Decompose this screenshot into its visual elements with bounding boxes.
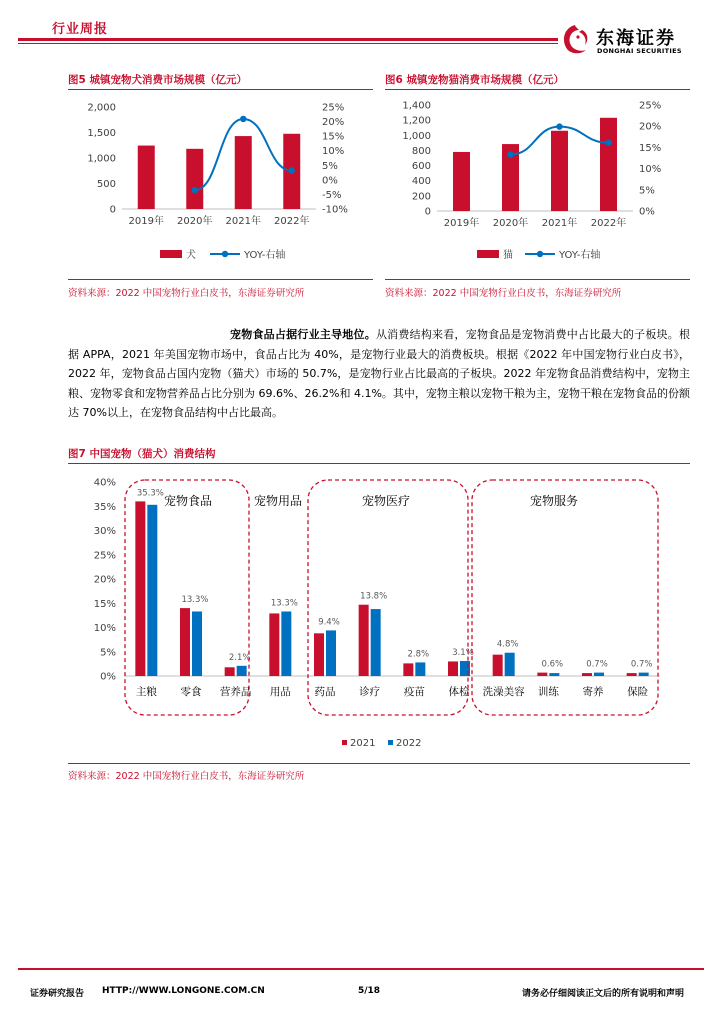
figure7-y-tick-label: 25% <box>93 550 116 562</box>
figure6-legend-bar: 猫 <box>503 250 513 261</box>
f5-right-tick-label: 10% <box>322 146 345 158</box>
figure7-source: 资料来源：2022 中国宠物行业白皮书，东海证券研究所 <box>68 771 305 782</box>
f5-bar <box>138 146 155 209</box>
figure7-bar-2022 <box>415 662 425 676</box>
figure7-y-tick-label: 10% <box>93 623 116 634</box>
figure7-bar-2021 <box>582 673 592 676</box>
figure6-title: 图6 城镇宠物猫消费市场规模（亿元） <box>385 74 564 86</box>
f6-bar <box>453 152 470 211</box>
figure7-bar-2022 <box>594 673 604 676</box>
figure5-legend-bar: 犬 <box>186 250 196 261</box>
f6-left-tick-label: 800 <box>411 145 431 157</box>
figure7-bar-2021 <box>493 655 503 676</box>
figure7-y-tick-label: 5% <box>100 647 116 659</box>
footer-url[interactable]: HTTP://WWW.LONGONE.COM.CN <box>102 986 265 996</box>
figure7-legend-2022-swatch <box>388 740 393 745</box>
f6-right-tick-label: 15% <box>639 142 662 154</box>
f6-left-tick-label: 200 <box>411 191 431 203</box>
f6-left-tick-label: 1,000 <box>402 130 431 142</box>
f5-x-label: 2022年 <box>274 216 310 227</box>
figure5-top-rule <box>68 89 373 90</box>
body-lead: 宠物食品占据行业主导地位。 <box>230 328 376 341</box>
f6-bar <box>551 131 568 211</box>
figure7-bar-2021 <box>448 661 458 676</box>
figure7-x-label: 用品 <box>269 686 291 698</box>
figure7-bar-2021 <box>314 633 324 676</box>
figure7-data-label: 4.8% <box>496 639 519 650</box>
f5-left-tick-label: 2,000 <box>87 102 116 114</box>
figure5-left-axis-ticks <box>87 103 116 216</box>
f5-x-label: 2019年 <box>128 216 164 227</box>
f5-yoy-point <box>289 167 295 173</box>
figure7-x-label: 主粮 <box>135 686 157 698</box>
figure7-y-axis-ticks <box>94 478 116 683</box>
figure5-legend-bar-swatch <box>160 250 182 258</box>
f5-yoy-point <box>240 116 246 122</box>
figure7-legend-2021: 2021 <box>350 738 376 749</box>
figure7-x-label: 训练 <box>537 686 559 698</box>
f6-yoy-point <box>507 151 513 157</box>
f6-left-tick-label: 400 <box>411 176 431 188</box>
figure7-data-label: 13.3% <box>181 595 209 606</box>
figure7-bar-2022 <box>147 505 157 676</box>
f5-left-tick-label: 1,500 <box>87 128 116 139</box>
figure7-x-label: 体检 <box>448 686 470 698</box>
figure7-y-tick-label: 0% <box>100 671 116 683</box>
figure7-bar-2022 <box>237 666 247 676</box>
f6-x-label: 2019年 <box>443 218 480 229</box>
f5-right-tick-label: -10% <box>322 204 348 216</box>
figure7-data-label: 13.8% <box>360 591 388 602</box>
figure7-data-label: 9.4% <box>318 617 340 628</box>
f5-bar <box>235 136 252 209</box>
figure7-top-rule <box>68 463 690 464</box>
figure7-data-label: 0.7% <box>586 659 608 670</box>
f6-right-tick-label: 5% <box>639 185 655 197</box>
f6-right-tick-label: 20% <box>639 121 662 133</box>
figure7-bar-2022 <box>281 611 291 676</box>
figure7-bar-2021 <box>135 501 145 676</box>
group-label-service: 宠物服务 <box>530 494 579 508</box>
figure5-chart <box>68 92 373 272</box>
f6-right-tick-label: 0% <box>639 206 655 218</box>
figure5-legend-line: YOY-右轴 <box>244 250 286 261</box>
f5-x-label: 2021年 <box>225 216 261 227</box>
figure7-data-label: 35.3% <box>136 488 164 499</box>
figure7-y-tick-label: 40% <box>93 477 116 489</box>
f5-right-tick-label: 20% <box>322 117 345 129</box>
group-box-service <box>472 480 658 715</box>
figure6-chart <box>385 92 690 272</box>
group-label-medical: 宠物医疗 <box>362 494 411 508</box>
figure7-bar-2021 <box>225 667 235 676</box>
f6-left-tick-label: 1,400 <box>402 100 431 112</box>
header-rule-thin <box>18 43 558 44</box>
f5-left-tick-label: 0 <box>109 204 116 216</box>
f6-yoy-point <box>556 123 562 129</box>
figure7-legend-2022: 2022 <box>396 738 422 749</box>
f5-x-label: 2020年 <box>177 216 213 227</box>
footer-disclaimer: 请务必仔细阅读正文后的所有说明和声明 <box>522 989 685 999</box>
figure7-y-tick-label: 35% <box>93 501 116 513</box>
header-rule <box>18 38 558 41</box>
figure7-data-label: 13.3% <box>270 598 298 609</box>
figure7-bar-2021 <box>180 608 190 676</box>
figure7-chart <box>68 468 690 758</box>
figure7-x-label: 营养品 <box>219 686 252 698</box>
figure7-x-label: 药品 <box>314 686 336 698</box>
f6-bar <box>600 118 617 211</box>
figure5-bottom-rule <box>68 279 373 280</box>
figure6-top-rule <box>385 89 690 90</box>
figure5-source: 资料来源：2022 中国宠物行业白皮书，东海证券研究所 <box>68 288 305 299</box>
figure6-legend-bar-swatch <box>477 250 499 258</box>
footer-rule <box>18 968 704 970</box>
f5-yoy-point <box>192 187 198 193</box>
figure7-bar-2021 <box>269 613 279 676</box>
figure7-x-label: 洗澡美容 <box>482 686 525 698</box>
f5-right-tick-label: -5% <box>322 189 342 201</box>
figure7-x-label: 寄养 <box>582 686 604 698</box>
f5-right-tick-label: 25% <box>322 102 345 114</box>
figure7-bar-2022 <box>192 611 202 676</box>
f5-right-tick-label: 5% <box>322 160 338 172</box>
dragon-logo-icon <box>556 22 594 58</box>
figure6-left-axis-ticks <box>402 101 431 218</box>
figure7-bar-2021 <box>403 663 413 676</box>
figure6-bottom-rule <box>385 279 690 280</box>
f6-left-tick-label: 600 <box>411 161 431 173</box>
footer-report-type: 证券研究报告 <box>30 989 85 999</box>
figure7-data-label: 3.1% <box>452 647 474 658</box>
group-label-supplies: 宠物用品 <box>254 494 303 508</box>
figure7-title: 图7 中国宠物（猫犬）消费结构 <box>68 448 216 460</box>
figure7-data-label: 0.6% <box>541 659 564 670</box>
body-text: 从消费结构来看，宠物食品是宠物消费中占比最大的子板块。根据 APPA，2021 年美国宠物市场中，食品占比为 40%，是宠物行业最大的消费板块。根据《2022 年中国宠物行业白皮书》，2022 年，宠物食品占国内宠物（猫犬）市场的 50.7%，是宠物行业占比最高的子板块。2022 年宠物食品消费结构中，宠物主粮、宠物零食和宠物营养品占比分别为 69.6%、26.2%和 4.1%。其中，宠物主粮以宠物干粮为主，宠物干粮在宠物食品的份额达 70%以上，在宠物食品结构中占比最高。 <box>68 328 691 419</box>
f5-left-tick-label: 500 <box>96 179 116 190</box>
figure5-title: 图5 城镇宠物犬消费市场规模（亿元） <box>68 74 247 86</box>
figure7-data-label: 2.1% <box>228 652 251 663</box>
f5-right-tick-label: 15% <box>322 131 345 143</box>
f6-right-tick-label: 10% <box>639 164 662 176</box>
figure7-bar-2022 <box>639 673 649 676</box>
footer-page-number: 5/18 <box>358 986 381 996</box>
figure7-y-tick-label: 20% <box>93 574 116 586</box>
figure6-right-axis-ticks <box>639 101 661 218</box>
figure7-x-label: 保险 <box>627 686 649 698</box>
figure7-y-tick-label: 30% <box>93 526 116 537</box>
figure6-legend-line: YOY-右轴 <box>559 250 601 261</box>
figure7-bottom-rule <box>68 763 690 764</box>
f5-left-tick-label: 1,000 <box>87 153 116 165</box>
brand-name-en: DONGHAI SECURITIES <box>597 47 682 55</box>
figure7-legend-2021-swatch <box>342 740 347 745</box>
f5-right-tick-label: 0% <box>322 175 338 187</box>
figure7-bar-2022 <box>371 609 381 676</box>
figure6-source: 资料来源：2022 中国宠物行业白皮书，东海证券研究所 <box>385 288 622 299</box>
f5-bar <box>186 149 203 209</box>
group-box-medical <box>308 480 468 715</box>
body-paragraph <box>68 325 690 423</box>
figure7-bar-2022 <box>549 673 559 676</box>
figure7-x-label: 疫苗 <box>403 686 425 698</box>
figure7-bar-2022 <box>505 653 515 676</box>
figure7-bar-2021 <box>359 605 369 676</box>
figure7-x-label: 诊疗 <box>359 686 381 698</box>
figure7-data-label: 0.7% <box>630 659 653 670</box>
f6-left-tick-label: 0 <box>424 206 431 218</box>
figure5-right-axis-ticks <box>322 103 348 216</box>
f6-x-label: 2020年 <box>492 218 529 229</box>
group-label-food: 宠物食品 <box>164 494 213 508</box>
section-title: 行业周报 <box>52 22 109 37</box>
brand-name-cn: 东海证券 <box>596 28 676 49</box>
f6-x-label: 2021年 <box>541 218 578 229</box>
f6-x-label: 2022年 <box>590 218 627 229</box>
figure7-x-label: 零食 <box>180 686 202 698</box>
figure7-bar-2021 <box>627 673 637 676</box>
figure7-bar-2021 <box>537 673 547 676</box>
f6-left-tick-label: 1,200 <box>402 115 431 127</box>
figure7-y-tick-label: 15% <box>93 598 116 610</box>
figure7-bar-2022 <box>326 630 336 676</box>
f6-right-tick-label: 25% <box>639 100 662 112</box>
f6-yoy-point <box>605 140 611 146</box>
figure7-data-label: 2.8% <box>407 649 430 660</box>
